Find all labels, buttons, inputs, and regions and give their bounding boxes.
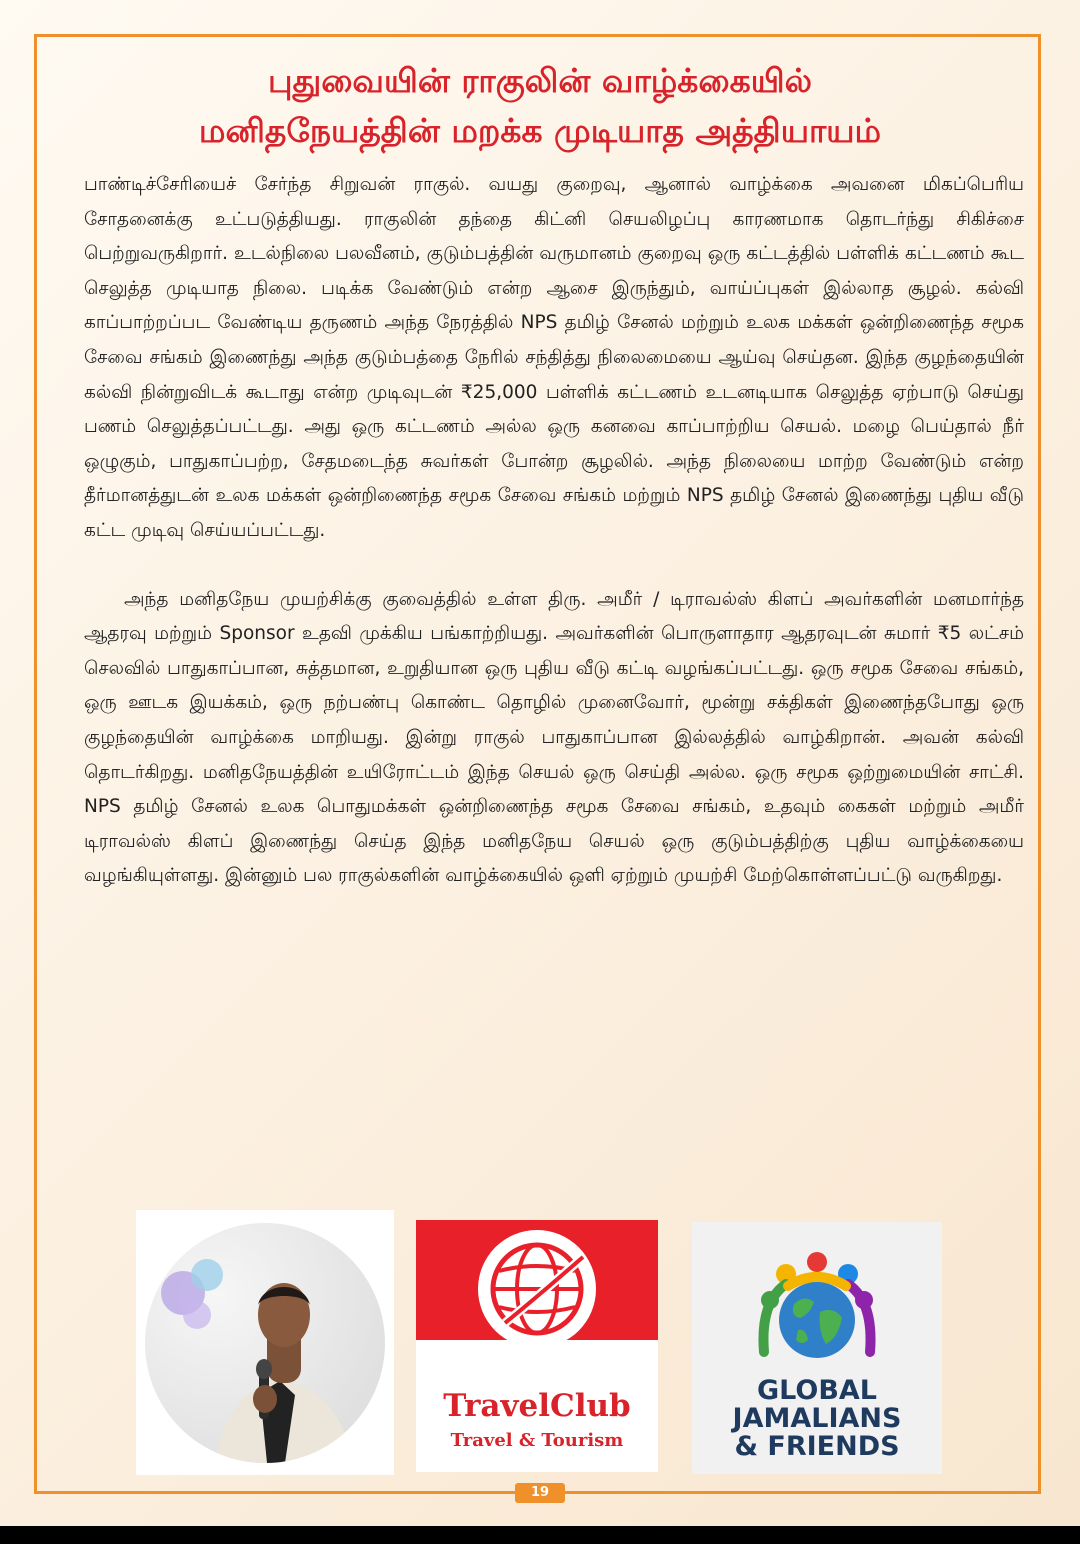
speaker-photo [136, 1210, 394, 1475]
sponsor-logos [136, 1208, 956, 1478]
travelclub-tagline: Travel & Tourism [450, 1430, 624, 1451]
global-jamalians-wordmark [692, 1377, 942, 1461]
global-line-1: GLOBAL [756, 1375, 878, 1406]
bottom-bar [0, 1526, 1080, 1544]
global-line-2: JAMALIANS [732, 1403, 902, 1434]
globe-icon [478, 1230, 596, 1348]
travelclub-logo [416, 1220, 658, 1472]
paragraph-2: அந்த மனிதநேய முயற்சிக்கு குவைத்தில் உள்ள திரு. அமீர் / டிராவல்ஸ் கிளப் அவர்களின் மனமார்ந்த ஆதரவு மற்றும் Sponsor உதவி முக்கிய பங்காற்றியது. அவர்களின் பொருளாதார ஆதரவுடன் சுமார் ₹5 லட்சம் செலவில் பாதுகாப்பான, சுத்தமான, உறுதியான ஒரு புதிய வீடு கட்டி வழங்கப்பட்டது. ஒரு சமூக சேவை சங்கம், ஒரு ஊடக இயக்கம், ஒரு நற்பண்பு கொண்ட தொழில் முனைவோர், மூன்று சக்திகள் இணைந்தபோது ஒரு குழந்தையின் வாழ்க்கை மாறியது. இன்று ராகுல் பாதுகாப்பான இல்லத்தில் வாழ்கிறான். அவன் கல்வி தொடர்கிறது. மனிதநேயத்தின் உயிரோட்டம் இந்த செயல் ஒரு செய்தி அல்ல. ஒரு சமூக ஒற்றுமையின் சாட்சி. NPS தமிழ் சேனல் உலக பொதுமக்கள் ஒன்றிணைந்த சமூக சேவை சங்கம், உதவும் கைகள் மற்றும் அமீர் டிராவல்ஸ் கிளப் இணைந்து செய்த இந்த மனிதநேய செயல் ஒரு குடும்பத்திற்கு புதிய வாழ்க்கையை வழங்கியுள்ளது. இன்னும் பல ராகுல்களின் வாழ்க்கையில் ஒளி ஏற்றும் முயற்சி மேற்கொள்ளப்பட்டு வருகிறது. [84, 588, 1024, 887]
global-line-3: & FRIENDS [734, 1431, 900, 1462]
page-number: 19 [515, 1483, 565, 1503]
earth-people-icon [692, 1222, 942, 1372]
speaker-photo-circle [145, 1223, 385, 1463]
global-jamalians-logo [692, 1222, 942, 1474]
title-line-1: புதுவையின் ராகுலின் வாழ்க்கையில் [268, 61, 812, 100]
title-line-2: மனிதநேயத்தின் மறக்க முடியாத அத்தியாயம் [198, 111, 882, 150]
article-body [84, 168, 1024, 894]
speaker-illustration [145, 1223, 385, 1463]
travelclub-name: TravelClub [443, 1388, 631, 1424]
paragraph-1: பாண்டிச்சேரியைச் சேர்ந்த சிறுவன் ராகுல். வயது குறைவு, ஆனால் வாழ்க்கை அவனை மிகப்பெரிய சோதனைக்கு உட்படுத்தியது. ராகுலின் தந்தை கிட்னி செயலிழப்பு காரணமாக தொடர்ந்து சிகிச்சை பெற்றுவருகிறார். உடல்நிலை பலவீனம், குடும்பத்தின் வருமானம் குறைவு ஒரு கட்டத்தில் பள்ளிக் கட்டணம் கூட செலுத்த முடியாத நிலை. படிக்க வேண்டும் என்ற ஆசை இருந்தும், வாய்ப்புகள் இல்லாத சூழல். கல்வி காப்பாற்றப்பட வேண்டிய தருணம் அந்த நேரத்தில் NPS தமிழ் சேனல் மற்றும் உலக மக்கள் ஒன்றிணைந்த சமூக சேவை சங்கம் இணைந்து அந்த குடும்பத்தை நேரில் சந்தித்து நிலைமையை ஆய்வு செய்தன. இந்த குழந்தையின் கல்வி நின்றுவிடக் கூடாது என்ற முடிவுடன் ₹25,000 பள்ளிக் கட்டணம் உடனடியாக செலுத்த ஏற்பாடு செய்து பணம் செலுத்தப்பட்டது. அது ஒரு கட்டணம் அல்ல ஒரு கனவை காப்பாற்றிய செயல். மழை பெய்தால் நீர் ஒழுகும், பாதுகாப்பற்ற, சேதமடைந்த சுவர்கள் போன்ற சூழலில். அந்த நிலையை மாற்ற வேண்டும் என்ற தீர்மானத்துடன் உலக மக்கள் ஒன்றிணைந்த சமூக சேவை சங்கம் மற்றும் NPS தமிழ் சேனல் இணைந்து புதிய வீடு கட்ட முடிவு செய்யப்பட்டது. [84, 174, 1024, 541]
page-title [60, 56, 1020, 156]
